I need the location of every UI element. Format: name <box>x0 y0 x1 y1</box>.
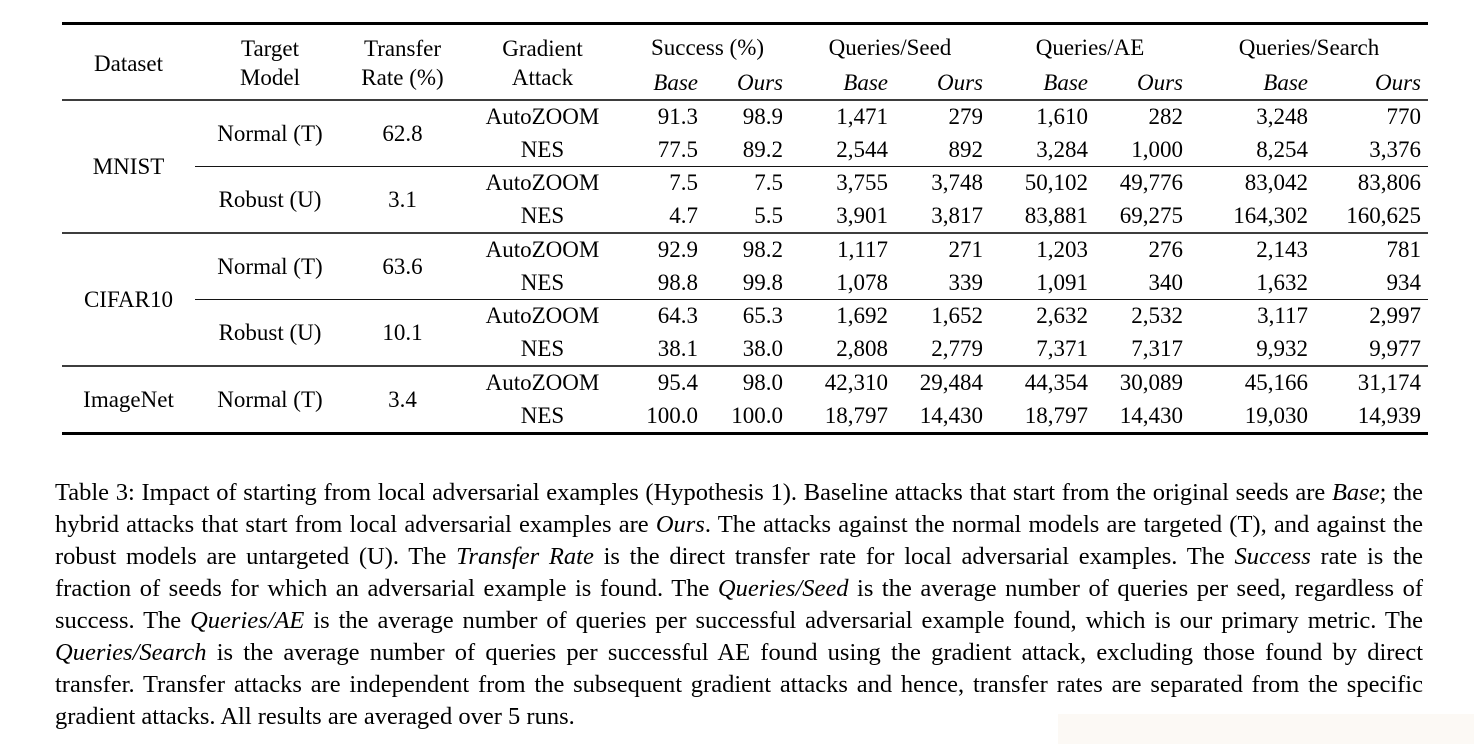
cell-value-base: 98.8 <box>625 267 705 300</box>
caption-italic-term: Queries/AE <box>190 606 305 634</box>
cell-value-ours: 282 <box>1148 104 1183 130</box>
caption-italic-term: Ours <box>655 510 705 538</box>
caption-text: Table 3: Impact of starting from local adversarial examples (Hypothesis 1). Baseline attacks that start from the original seeds are <box>55 478 1332 506</box>
cell-value-ours: 89.2 <box>705 134 790 167</box>
cell-value-ours: 3,817 <box>895 200 990 234</box>
cell-dataset: MNIST <box>62 100 195 233</box>
cell-value-base: 77.5 <box>625 134 705 167</box>
cell-gradient-attack: AutoZOOM <box>485 170 600 196</box>
cell-gradient-attack: NES <box>520 402 565 428</box>
cell-value-base: 18,797 <box>1024 402 1088 428</box>
cell-value-ours: 2,779 <box>895 333 990 367</box>
col-subheader-base: Base <box>790 67 895 100</box>
cell-transfer-rate: 63.6 <box>345 233 460 300</box>
caption-text: is the average number of queries per successful AE found using the gradient attack, excluding those found by direct transfer. Transfer attacks are independent from the subsequent gradient attacks and hence, transfer rates are separated from the specific gradient attacks. All results are averaged over 5 runs. <box>55 638 1423 730</box>
caption-italic-term: Transfer Rate <box>456 542 594 570</box>
cell-value-ours: 770 <box>1386 104 1421 130</box>
cell-gradient-attack: AutoZOOM <box>485 303 600 329</box>
table-row <box>62 100 1428 134</box>
cell-value-ours: 160,625 <box>1315 200 1428 234</box>
cell-value-base: 3,284 <box>990 134 1095 167</box>
caption-text: rate is the fraction of seeds for which an adversarial example is found. The <box>55 542 1423 602</box>
cell-value-base: 91.3 <box>657 104 698 130</box>
cell-transfer-rate: 3.4 <box>388 386 417 412</box>
col-group-header-3: Queries/Search <box>1238 34 1380 60</box>
col-header-target-model: Target Model <box>195 24 345 101</box>
cell-value-ours: 14,430 <box>919 402 983 428</box>
cell-value-ours: 14,430 <box>1119 402 1183 428</box>
cell-target-model: Robust (U) <box>195 300 345 367</box>
cell-gradient-attack: NES <box>460 134 625 167</box>
cell-value-base: 3,248 <box>1256 104 1308 130</box>
caption-text: is the average number of queries per seed, regardless of success. The <box>55 574 1424 634</box>
cell-value-base: 38.1 <box>625 333 705 367</box>
table-row <box>62 233 1428 267</box>
cell-value-ours: 339 <box>895 267 990 300</box>
cell-value-base: 45,166 <box>1244 370 1308 396</box>
cell-value-base: 1,091 <box>990 267 1095 300</box>
cell-value-ours: 30,089 <box>1119 370 1183 396</box>
col-header-dataset: Dataset <box>62 24 195 101</box>
cell-target-model: Normal (T) <box>195 233 345 300</box>
cell-value-base: 92.9 <box>657 237 698 263</box>
cell-value-base: 42,310 <box>824 370 888 396</box>
cell-value-base: 83,881 <box>990 200 1095 234</box>
cell-value-ours: 340 <box>1095 267 1190 300</box>
cell-target-model: Robust (U) <box>195 167 345 234</box>
cell-gradient-attack: NES <box>460 200 625 234</box>
col-group-header-1: Queries/Seed <box>828 34 952 60</box>
cell-transfer-rate: 3.1 <box>345 167 460 234</box>
cell-dataset: CIFAR10 <box>62 233 195 366</box>
caption-italic-term: Queries/Seed <box>717 574 849 602</box>
cell-value-ours: 100.0 <box>731 402 783 428</box>
cell-value-ours: 279 <box>948 104 983 130</box>
cell-value-base: 3,755 <box>836 170 888 196</box>
cell-value-base: 1,203 <box>1036 237 1088 263</box>
cell-value-base: 3,901 <box>790 200 895 234</box>
cell-gradient-attack: AutoZOOM <box>485 104 600 130</box>
cell-value-base: 50,102 <box>1024 170 1088 196</box>
cell-value-ours: 1,652 <box>931 303 983 329</box>
table-header <box>62 24 1428 101</box>
cell-value-ours: 2,532 <box>1131 303 1183 329</box>
cell-value-ours: 7.5 <box>754 170 783 196</box>
cell-value-base: 18,797 <box>824 402 888 428</box>
cell-value-ours: 38.0 <box>705 333 790 367</box>
cell-value-ours: 98.2 <box>742 237 783 263</box>
cell-value-ours: 49,776 <box>1119 170 1183 196</box>
cell-gradient-attack: AutoZOOM <box>485 370 600 396</box>
col-subheader-base: Base <box>625 67 705 100</box>
col-subheader-ours: Ours <box>1095 67 1190 100</box>
caption-italic-term: Success <box>1234 542 1311 570</box>
cell-value-base: 3,117 <box>1257 303 1308 329</box>
col-group-header-0: Success (%) <box>650 34 765 60</box>
col-subheader-ours: Ours <box>705 67 790 100</box>
caption-text: ; the hybrid attacks that start from local adversarial examples are <box>55 478 1424 538</box>
table-row <box>62 366 1428 400</box>
cell-value-base: 1,117 <box>837 237 888 263</box>
cell-value-base: 95.4 <box>657 370 698 396</box>
cell-transfer-rate: 10.1 <box>345 300 460 367</box>
cell-value-ours: 276 <box>1148 237 1183 263</box>
cell-value-ours: 3,376 <box>1315 134 1428 167</box>
cell-value-ours: 83,806 <box>1357 170 1421 196</box>
cell-value-ours: 31,174 <box>1357 370 1421 396</box>
cell-value-ours: 2,997 <box>1369 303 1421 329</box>
cell-value-ours: 98.0 <box>742 370 783 396</box>
cell-value-base: 7,371 <box>990 333 1095 367</box>
cell-value-ours: 69,275 <box>1095 200 1190 234</box>
cell-gradient-attack: AutoZOOM <box>485 237 600 263</box>
cell-value-base: 64.3 <box>657 303 698 329</box>
cell-value-ours: 271 <box>948 237 983 263</box>
table-row <box>62 300 1428 333</box>
col-group-header-2: Queries/AE <box>1035 34 1145 60</box>
cell-value-ours: 934 <box>1315 267 1428 300</box>
cell-value-ours: 3,748 <box>931 170 983 196</box>
cell-target-model: Normal (T) <box>195 100 345 167</box>
cell-value-ours: 7,317 <box>1095 333 1190 367</box>
caption-italic-term: Queries/Search <box>55 638 207 666</box>
cell-value-ours: 9,977 <box>1315 333 1428 367</box>
cell-value-base: 19,030 <box>1244 402 1308 428</box>
cell-value-base: 100.0 <box>646 402 698 428</box>
cell-transfer-rate: 62.8 <box>345 100 460 167</box>
caption-text: is the average number of queries per successful adversarial example found, which is our primary metric. The <box>304 606 1423 634</box>
cell-target-model: Normal (T) <box>217 386 323 412</box>
scan-artifact <box>1058 714 1474 744</box>
caption-text: is the direct transfer rate for local adversarial examples. The <box>593 542 1235 570</box>
cell-value-base: 44,354 <box>1024 370 1088 396</box>
cell-value-ours: 1,000 <box>1095 134 1190 167</box>
cell-value-ours: 99.8 <box>705 267 790 300</box>
cell-value-base: 164,302 <box>1190 200 1315 234</box>
cell-value-base: 1,632 <box>1190 267 1315 300</box>
results-table <box>62 22 1428 435</box>
col-subheader-base: Base <box>1190 67 1315 100</box>
table-caption <box>55 477 1423 733</box>
caption-italic-term: Base <box>1331 478 1380 506</box>
cell-value-ours: 14,939 <box>1357 402 1421 428</box>
col-header-transfer-rate: Transfer Rate (%) <box>345 24 460 101</box>
cell-value-base: 2,544 <box>790 134 895 167</box>
cell-value-ours: 5.5 <box>705 200 790 234</box>
results-table-wrapper <box>62 22 1428 435</box>
cell-value-base: 2,143 <box>1256 237 1308 263</box>
cell-value-ours: 29,484 <box>919 370 983 396</box>
caption-text: . The attacks against the normal models are targeted (T), and against the robust models are untargeted (U). The <box>55 510 1423 570</box>
table-body <box>62 100 1428 434</box>
cell-gradient-attack: NES <box>460 333 625 367</box>
cell-value-base: 9,932 <box>1190 333 1315 367</box>
cell-value-base: 2,808 <box>790 333 895 367</box>
cell-value-base: 1,692 <box>836 303 888 329</box>
table-row <box>62 167 1428 200</box>
cell-value-base: 1,610 <box>1036 104 1088 130</box>
col-subheader-ours: Ours <box>1315 67 1428 100</box>
cell-value-base: 1,078 <box>790 267 895 300</box>
cell-value-ours: 892 <box>895 134 990 167</box>
cell-value-ours: 65.3 <box>742 303 783 329</box>
col-subheader-ours: Ours <box>895 67 990 100</box>
cell-value-base: 8,254 <box>1190 134 1315 167</box>
cell-value-base: 7.5 <box>669 170 698 196</box>
cell-gradient-attack: NES <box>460 267 625 300</box>
cell-dataset: ImageNet <box>83 386 174 412</box>
cell-value-base: 1,471 <box>836 104 888 130</box>
cell-value-ours: 98.9 <box>742 104 783 130</box>
cell-value-base: 2,632 <box>1036 303 1088 329</box>
col-subheader-base: Base <box>990 67 1095 100</box>
col-header-gradient-attack: Gradient Attack <box>460 24 625 101</box>
cell-value-ours: 781 <box>1386 237 1421 263</box>
cell-value-base: 83,042 <box>1244 170 1308 196</box>
cell-value-base: 4.7 <box>625 200 705 234</box>
